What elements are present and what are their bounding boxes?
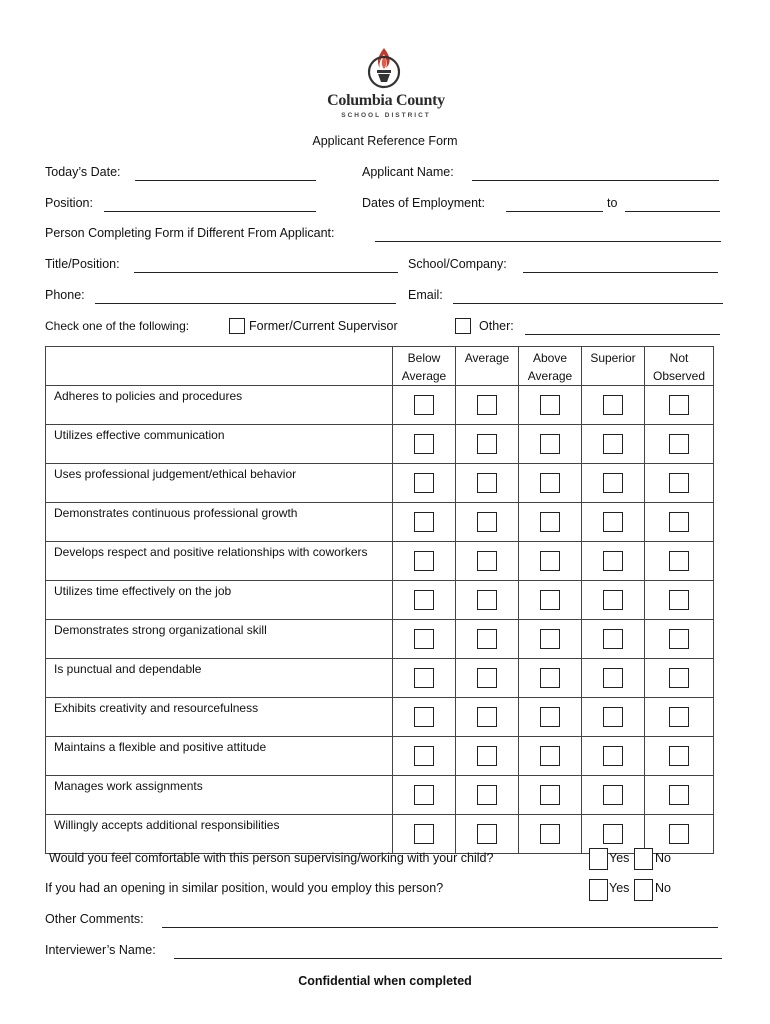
rating-checkbox-above-average[interactable]	[540, 473, 560, 493]
q1-yes-checkbox[interactable]	[589, 848, 608, 870]
rating-checkbox-not-observed[interactable]	[669, 629, 689, 649]
rating-cell-above-average	[519, 503, 582, 542]
supervisor-option-label: Former/Current Supervisor	[249, 319, 398, 333]
rating-checkbox-above-average[interactable]	[540, 590, 560, 610]
phone-label: Phone:	[45, 288, 85, 302]
rating-cell-above-average	[519, 776, 582, 815]
rating-cell-average	[456, 464, 519, 503]
rating-cell-not-observed	[645, 815, 714, 854]
rating-cell-below-average	[393, 503, 456, 542]
criteria-cell	[46, 581, 393, 620]
criteria-label: Maintains a flexible and positive attitude	[54, 740, 267, 754]
criteria-label: Utilizes time effectively on the job	[54, 584, 232, 598]
applicant-name-label: Applicant Name:	[362, 165, 454, 179]
rating-cell-below-average	[393, 542, 456, 581]
rating-checkbox-average[interactable]	[477, 473, 497, 493]
rating-cell-not-observed	[645, 698, 714, 737]
rating-checkbox-above-average[interactable]	[540, 629, 560, 649]
rating-cell-superior	[582, 386, 645, 425]
rating-cell-not-observed	[645, 659, 714, 698]
rating-checkbox-average[interactable]	[477, 746, 497, 766]
todays-date-field[interactable]	[135, 180, 316, 181]
rating-checkbox-not-observed[interactable]	[669, 590, 689, 610]
rating-checkbox-below-average[interactable]	[414, 746, 434, 766]
rating-cell-superior	[582, 425, 645, 464]
other-option-label: Other:	[479, 319, 514, 333]
criteria-label: Demonstrates strong organizational skill	[54, 623, 267, 637]
rating-checkbox-above-average[interactable]	[540, 395, 560, 415]
district-logo	[318, 46, 454, 122]
rating-checkbox-not-observed[interactable]	[669, 395, 689, 415]
email-field[interactable]	[453, 303, 723, 304]
other-checkbox[interactable]	[455, 318, 471, 334]
criteria-cell	[46, 464, 393, 503]
check-one-label: Check one of the following:	[45, 319, 190, 333]
rating-cell-average	[456, 776, 519, 815]
rating-cell-average	[456, 503, 519, 542]
rating-checkbox-below-average[interactable]	[414, 590, 434, 610]
rating-cell-average	[456, 698, 519, 737]
other-comments-field[interactable]	[162, 927, 718, 928]
applicant-name-field[interactable]	[472, 180, 719, 181]
rating-cell-below-average	[393, 464, 456, 503]
criteria-row	[46, 386, 714, 425]
q1-no-label: No	[655, 851, 671, 865]
rating-cell-not-observed	[645, 464, 714, 503]
question-employ: If you had an opening in similar position, would you employ this person?	[45, 881, 444, 895]
rating-cell-average	[456, 620, 519, 659]
rating-checkbox-superior[interactable]	[603, 395, 623, 415]
rating-checkbox-superior[interactable]	[603, 668, 623, 688]
school-company-label: School/Company:	[408, 257, 507, 271]
rating-checkbox-not-observed[interactable]	[669, 707, 689, 727]
rating-cell-above-average	[519, 386, 582, 425]
rating-checkbox-superior[interactable]	[603, 590, 623, 610]
position-field[interactable]	[104, 211, 316, 212]
rating-checkbox-average[interactable]	[477, 512, 497, 532]
rating-cell-below-average	[393, 698, 456, 737]
rating-checkbox-below-average[interactable]	[414, 629, 434, 649]
q1-no-checkbox[interactable]	[634, 848, 653, 870]
rating-checkbox-not-observed[interactable]	[669, 551, 689, 571]
rating-cell-above-average	[519, 659, 582, 698]
rating-checkbox-not-observed[interactable]	[669, 512, 689, 532]
rating-checkbox-superior[interactable]	[603, 824, 623, 844]
rating-cell-not-observed	[645, 776, 714, 815]
criteria-cell	[46, 776, 393, 815]
rating-cell-superior	[582, 698, 645, 737]
rating-checkbox-average[interactable]	[477, 824, 497, 844]
to-label: to	[607, 196, 618, 210]
rating-checkbox-average[interactable]	[477, 551, 497, 571]
criteria-row	[46, 620, 714, 659]
interviewer-name-label: Interviewer’s Name:	[45, 943, 156, 957]
school-company-field[interactable]	[523, 272, 718, 273]
todays-date-label: Today’s Date:	[45, 165, 121, 179]
rating-checkbox-below-average[interactable]	[414, 785, 434, 805]
rating-checkbox-below-average[interactable]	[414, 824, 434, 844]
rating-cell-superior	[582, 503, 645, 542]
rating-checkbox-not-observed[interactable]	[669, 785, 689, 805]
rating-checkbox-below-average[interactable]	[414, 551, 434, 571]
rating-checkbox-not-observed[interactable]	[669, 668, 689, 688]
rating-checkbox-above-average[interactable]	[540, 668, 560, 688]
rating-cell-average	[456, 581, 519, 620]
rating-checkbox-below-average[interactable]	[414, 668, 434, 688]
rating-cell-not-observed	[645, 737, 714, 776]
criteria-label: Manages work assignments	[54, 779, 203, 793]
rating-cell-below-average	[393, 815, 456, 854]
criteria-cell	[46, 737, 393, 776]
other-comments-label: Other Comments:	[45, 912, 144, 926]
rating-cell-above-average	[519, 425, 582, 464]
criteria-row	[46, 815, 714, 854]
rating-cell-not-observed	[645, 542, 714, 581]
criteria-label: Demonstrates continuous professional growth	[54, 506, 298, 520]
rating-checkbox-not-observed[interactable]	[669, 824, 689, 844]
criteria-row	[46, 737, 714, 776]
rating-checkbox-superior[interactable]	[603, 629, 623, 649]
criteria-header	[46, 347, 393, 386]
rating-cell-not-observed	[645, 386, 714, 425]
rating-cell-not-observed	[645, 425, 714, 464]
criteria-cell	[46, 542, 393, 581]
other-field[interactable]	[525, 334, 720, 335]
rating-cell-average	[456, 542, 519, 581]
supervisor-checkbox[interactable]	[229, 318, 245, 334]
rating-cell-superior	[582, 620, 645, 659]
criteria-row	[46, 425, 714, 464]
employment-start-field[interactable]	[506, 211, 603, 212]
question-supervising: Would you feel comfortable with this person supervising/working with your child?	[49, 851, 494, 865]
rating-checkbox-not-observed[interactable]	[669, 473, 689, 493]
rating-checkbox-superior[interactable]	[603, 512, 623, 532]
rating-checkbox-above-average[interactable]	[540, 785, 560, 805]
rating-cell-average	[456, 737, 519, 776]
q1-yes-label: Yes	[609, 851, 630, 865]
header-not-observed: Not Observed	[645, 347, 714, 386]
criteria-cell	[46, 815, 393, 854]
table-header-row	[46, 347, 714, 386]
form-title: Applicant Reference Form	[312, 134, 458, 148]
rating-checkbox-superior[interactable]	[603, 551, 623, 571]
title-position-label: Title/Position:	[45, 257, 120, 271]
rating-checkbox-below-average[interactable]	[414, 707, 434, 727]
criteria-label: Uses professional judgement/ethical behavior	[54, 467, 297, 481]
criteria-cell	[46, 659, 393, 698]
torch-icon	[366, 46, 402, 90]
criteria-row	[46, 659, 714, 698]
rating-cell-above-average	[519, 737, 582, 776]
rating-cell-superior	[582, 776, 645, 815]
criteria-label: Develops respect and positive relationships with coworkers	[54, 545, 368, 559]
rating-checkbox-above-average[interactable]	[540, 824, 560, 844]
q2-yes-label: Yes	[609, 881, 630, 895]
rating-cell-average	[456, 815, 519, 854]
rating-cell-below-average	[393, 737, 456, 776]
rating-checkbox-above-average[interactable]	[540, 551, 560, 571]
employment-end-field[interactable]	[625, 211, 720, 212]
rating-checkbox-superior[interactable]	[603, 785, 623, 805]
rating-cell-above-average	[519, 620, 582, 659]
rating-checkbox-not-observed[interactable]	[669, 434, 689, 454]
rating-cell-average	[456, 386, 519, 425]
criteria-cell	[46, 386, 393, 425]
interviewer-name-field[interactable]	[174, 958, 722, 959]
rating-checkbox-average[interactable]	[477, 395, 497, 415]
rating-cell-below-average	[393, 581, 456, 620]
rating-checkbox-below-average[interactable]	[414, 512, 434, 532]
rating-checkbox-above-average[interactable]	[540, 707, 560, 727]
person-completing-field[interactable]	[375, 241, 721, 242]
rating-table	[45, 346, 714, 854]
title-position-field[interactable]	[134, 272, 398, 273]
q2-no-label: No	[655, 881, 671, 895]
rating-cell-below-average	[393, 620, 456, 659]
rating-checkbox-average[interactable]	[477, 434, 497, 454]
criteria-label: Is punctual and dependable	[54, 662, 202, 676]
rating-cell-below-average	[393, 659, 456, 698]
rating-checkbox-superior[interactable]	[603, 707, 623, 727]
criteria-cell	[46, 698, 393, 737]
rating-cell-average	[456, 425, 519, 464]
rating-checkbox-superior[interactable]	[603, 473, 623, 493]
person-completing-label: Person Completing Form if Different From Applicant:	[45, 226, 335, 240]
header-above-average: Above Average	[519, 347, 582, 386]
confidential-footer: Confidential when completed	[298, 974, 472, 988]
rating-cell-below-average	[393, 386, 456, 425]
criteria-cell	[46, 503, 393, 542]
rating-checkbox-not-observed[interactable]	[669, 746, 689, 766]
header-superior: Superior	[582, 347, 645, 386]
rating-checkbox-below-average[interactable]	[414, 473, 434, 493]
header-below-average: Below Average	[393, 347, 456, 386]
rating-cell-above-average	[519, 698, 582, 737]
rating-checkbox-superior[interactable]	[603, 434, 623, 454]
rating-checkbox-above-average[interactable]	[540, 512, 560, 532]
rating-cell-superior	[582, 464, 645, 503]
rating-checkbox-average[interactable]	[477, 707, 497, 727]
rating-cell-not-observed	[645, 620, 714, 659]
rating-checkbox-above-average[interactable]	[540, 746, 560, 766]
rating-cell-not-observed	[645, 581, 714, 620]
criteria-row	[46, 542, 714, 581]
criteria-cell	[46, 425, 393, 464]
rating-cell-superior	[582, 737, 645, 776]
criteria-row	[46, 464, 714, 503]
criteria-row	[46, 503, 714, 542]
rating-checkbox-average[interactable]	[477, 629, 497, 649]
rating-cell-superior	[582, 659, 645, 698]
rating-cell-average	[456, 659, 519, 698]
rating-checkbox-average[interactable]	[477, 785, 497, 805]
q2-yes-checkbox[interactable]	[589, 879, 608, 901]
district-subtitle: SCHOOL DISTRICT	[341, 112, 431, 119]
rating-checkbox-average[interactable]	[477, 590, 497, 610]
rating-cell-above-average	[519, 815, 582, 854]
email-label: Email:	[408, 288, 443, 302]
rating-checkbox-average[interactable]	[477, 668, 497, 688]
position-label: Position:	[45, 196, 93, 210]
rating-cell-below-average	[393, 776, 456, 815]
rating-checkbox-below-average[interactable]	[414, 434, 434, 454]
rating-cell-below-average	[393, 425, 456, 464]
header-average: Average	[456, 347, 519, 386]
criteria-label: Adheres to policies and procedures	[54, 389, 243, 403]
rating-checkbox-below-average[interactable]	[414, 395, 434, 415]
rating-cell-above-average	[519, 581, 582, 620]
criteria-row	[46, 581, 714, 620]
criteria-row	[46, 698, 714, 737]
q2-no-checkbox[interactable]	[634, 879, 653, 901]
criteria-row	[46, 776, 714, 815]
rating-cell-superior	[582, 581, 645, 620]
rating-checkbox-above-average[interactable]	[540, 434, 560, 454]
dates-of-employment-label: Dates of Employment:	[362, 196, 485, 210]
criteria-label: Exhibits creativity and resourcefulness	[54, 701, 259, 715]
rating-cell-not-observed	[645, 503, 714, 542]
rating-cell-above-average	[519, 542, 582, 581]
rating-cell-superior	[582, 542, 645, 581]
criteria-label: Utilizes effective communication	[54, 428, 225, 442]
district-name: Columbia County	[327, 92, 445, 109]
rating-checkbox-superior[interactable]	[603, 746, 623, 766]
phone-field[interactable]	[95, 303, 396, 304]
criteria-cell	[46, 620, 393, 659]
criteria-label: Willingly accepts additional responsibilities	[54, 818, 280, 832]
rating-cell-above-average	[519, 464, 582, 503]
